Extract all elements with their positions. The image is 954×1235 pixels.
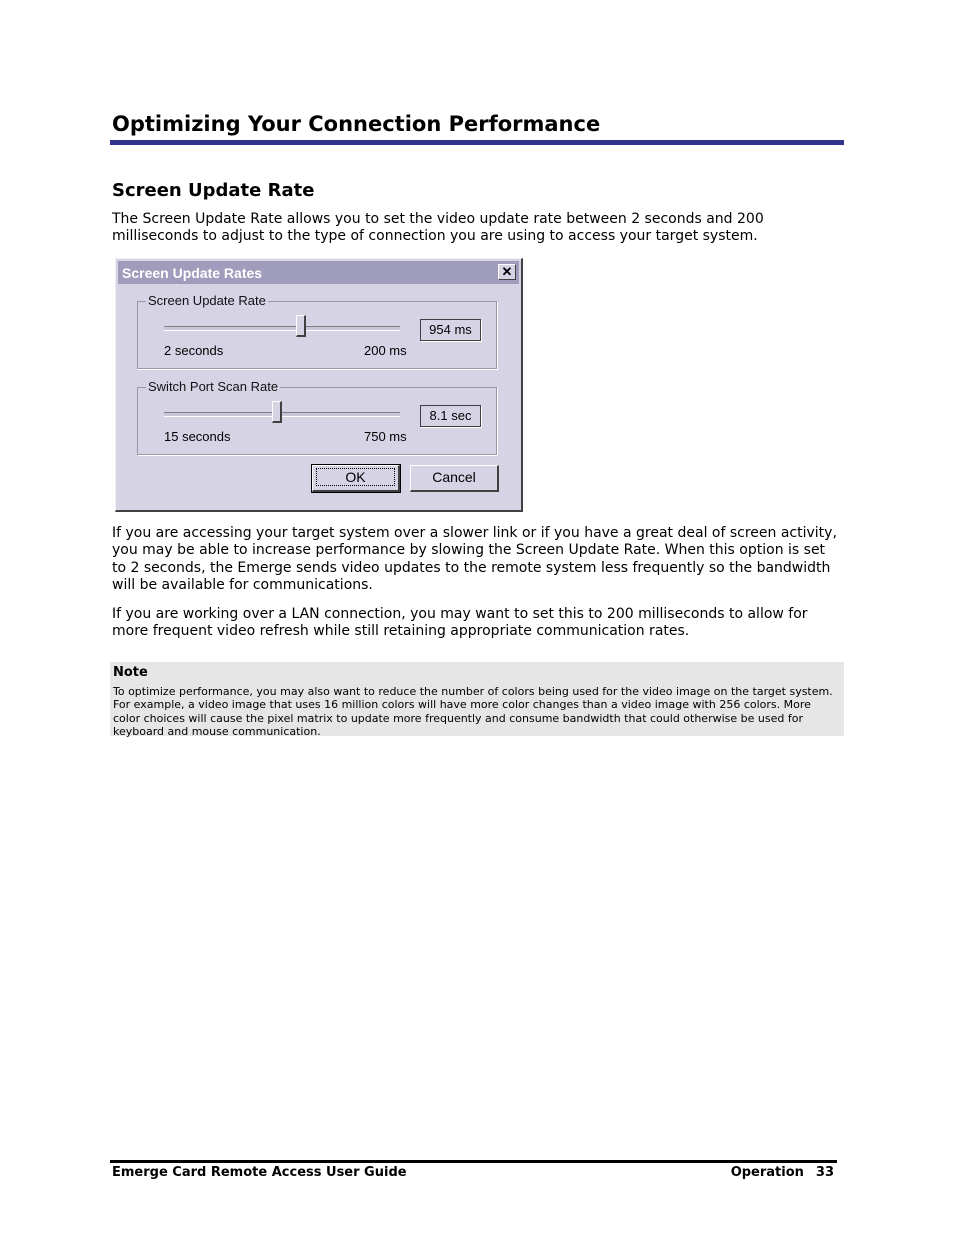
switch-port-scan-rate-value: 8.1 sec (420, 405, 481, 427)
footer-title: Emerge Card Remote Access User Guide (112, 1165, 407, 1180)
switch-port-scan-rate-label: Switch Port Scan Rate (148, 379, 279, 394)
screen-update-rate-slider-thumb[interactable] (296, 315, 306, 337)
page-number: 33 (815, 1165, 834, 1180)
switch-port-scan-rate-min-label: 15 seconds (164, 429, 231, 444)
ok-button-label: OK (316, 468, 394, 486)
dialog-titlebar (118, 261, 519, 284)
close-icon[interactable]: ✕ (498, 264, 516, 280)
switch-port-scan-rate-max-label: 750 ms (364, 429, 407, 444)
screen-update-rate-group (137, 293, 497, 369)
ok-button[interactable] (312, 465, 400, 492)
screen-update-rate-label: Screen Update Rate (148, 293, 266, 308)
intro-paragraph: The Screen Update Rate allows you to set the video update rate between 2 seconds and 200 milliseconds to adjust to the type of connection you are using to access your target system. (112, 211, 764, 245)
switch-port-scan-rate-group (137, 379, 497, 455)
note-box (110, 662, 844, 736)
heading-rule (110, 140, 844, 145)
footer-page-info (731, 1165, 834, 1180)
body-paragraph-lan: If you are working over a LAN connection, you may want to set this to 200 milliseconds to allow for more frequent video refresh while still retaining appropriate communication rates. (112, 606, 808, 640)
section-heading: Screen Update Rate (112, 180, 315, 201)
screen-update-rate-max-label: 200 ms (364, 343, 407, 358)
screen-update-rate-slider-track[interactable] (164, 326, 400, 331)
note-title: Note (113, 665, 148, 680)
body-paragraph-slow-link: If you are accessing your target system over a slower link or if you have a great deal of screen activity, you may be able to increase performance by slowing the Screen Update Rate. When this option is set to 2 seconds, the Emerge sends video updates to the remote system less frequently so the bandwidth will be available for communications. (112, 525, 837, 593)
footer-rule (110, 1160, 837, 1163)
page-heading: Optimizing Your Connection Performance (112, 112, 601, 136)
screen-update-rate-min-label: 2 seconds (164, 343, 224, 358)
note-text: To optimize performance, you may also want to reduce the number of colors being used for the video image on the target system. For example, a video image that uses 16 million colors will have more color changes than a video image with 256 colors. More color choices will cause the pixel matrix to update more frequently and consume bandwidth that could otherwise be used for keyboard and mouse communication. (113, 685, 833, 738)
screen-update-rates-dialog (115, 258, 523, 512)
screen-update-rate-value: 954 ms (420, 319, 481, 341)
footer-section: Operation (730, 1165, 804, 1180)
cancel-button[interactable]: Cancel (410, 465, 499, 492)
switch-port-scan-rate-slider-thumb[interactable] (272, 401, 282, 423)
dialog-title: Screen Update Rates (122, 265, 263, 281)
